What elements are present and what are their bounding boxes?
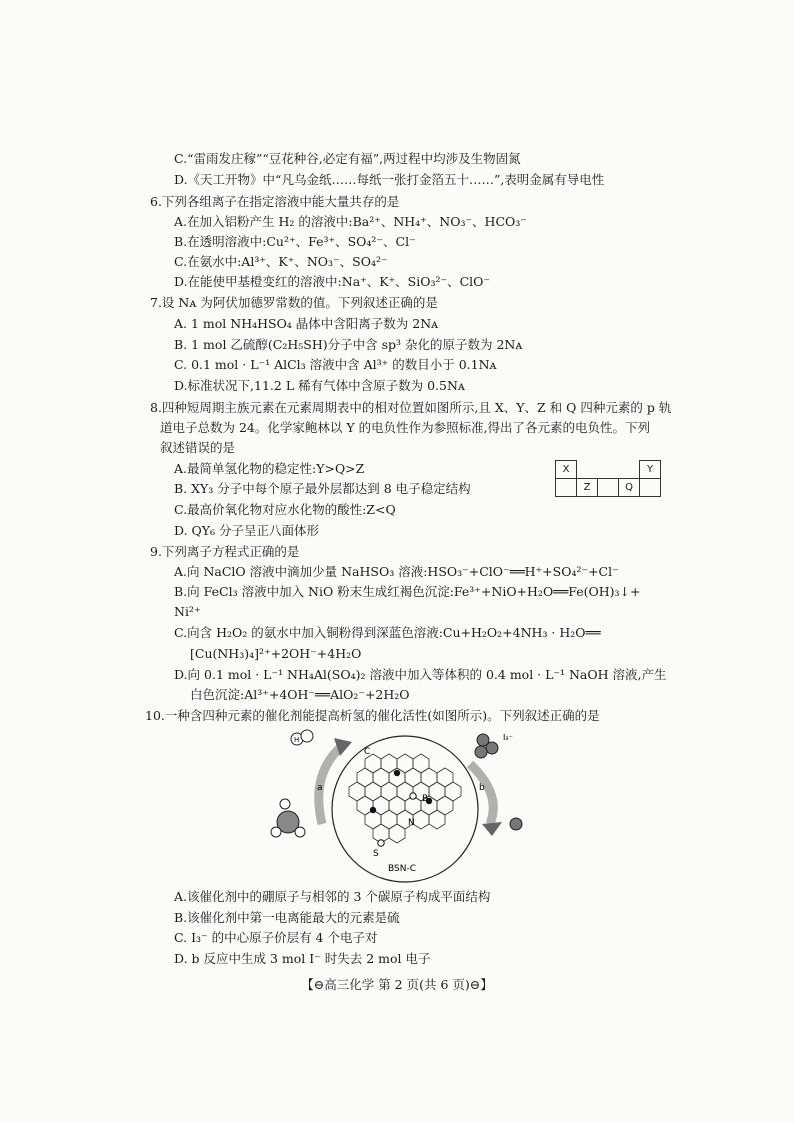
- sulfur-label: S: [373, 849, 379, 859]
- arrow-b-head: [482, 822, 502, 836]
- q8-stem-line2: 道电子总数为 24。化学家鲍林以 Y 的电负性作为参照标准,得出了各元素的电负性。下列: [160, 420, 651, 435]
- hydrogen-atom: [295, 827, 305, 837]
- nitrogen-atom: [410, 793, 416, 799]
- carbon-label: C: [364, 747, 371, 757]
- q10-option-b: B.该催化剂中第一电离能最大的元素是硫: [174, 910, 400, 925]
- triiodide-label: I₃⁻: [503, 733, 513, 742]
- q10-option-d: D. b 反应中生成 3 mol I⁻ 时失去 2 mol 电子: [174, 951, 431, 966]
- q9-option-d-line1: D.向 0.1 mol · L⁻¹ NH₄Al(SO₄)₂ 溶液中加入等体积的 0.4 mol · L⁻¹ NaOH 溶液,产生: [174, 667, 667, 682]
- hydrogen-atom: [280, 799, 290, 809]
- q9-stem: 9.下列离子方程式正确的是: [150, 544, 300, 559]
- h-label: H: [294, 736, 300, 744]
- q7-option-d: D.标准状况下,11.2 L 稀有气体中含原子数为 0.5Nᴀ: [174, 378, 465, 393]
- q6-option-a: A.在加入铝粉产生 H₂ 的溶液中:Ba²⁺、NH₄⁺、NO₃⁻、HCO₃⁻: [174, 214, 527, 229]
- cell-q: Q: [619, 479, 640, 497]
- q8-option-c: C.最高价氧化物对应水化物的酸性:Z<Q: [174, 502, 396, 517]
- boron-label: B: [422, 794, 429, 804]
- cell-x: X: [556, 461, 577, 479]
- q7-stem: 7.设 Nᴀ 为阿伏加德罗常数的值。下列叙述正确的是: [150, 295, 438, 310]
- cell-z: Z: [577, 479, 598, 497]
- q9-option-d-line2: 白色沉淀:Al³⁺+4OH⁻══AlO₂⁻+2H₂O: [190, 687, 410, 702]
- q6-option-d: D.在能使甲基橙变红的溶液中:Na⁺、K⁺、SiO₃²⁻、ClO⁻: [174, 274, 491, 289]
- arrow-a-label: a: [317, 783, 323, 793]
- arrow-b-label: b: [479, 783, 485, 793]
- cell-empty: [556, 479, 577, 497]
- hydrogen-atom: [301, 730, 313, 742]
- q5-option-c: C.“雷雨发庄稼”“豆花种谷,必定有福”,两过程中均涉及生物固氮: [174, 151, 521, 166]
- q9-option-a: A.向 NaClO 溶液中滴加少量 NaHSO₃ 溶液:HSO₃⁻+ClO⁻══H⁺+SO₄²⁻+Cl⁻: [174, 564, 619, 579]
- graphene-lattice: [349, 754, 461, 843]
- arrow-b: [470, 764, 493, 824]
- q10-option-c: C. I₃⁻ 的中心原子价层有 4 个电子对: [174, 930, 378, 945]
- q9-option-c-line2: [Cu(NH₃)₄]²⁺+2OH⁻+4H₂O: [190, 646, 362, 661]
- cell-empty: [640, 479, 661, 497]
- q8-option-d: D. QY₆ 分子呈正八面体形: [174, 523, 320, 538]
- heteroatom-dot: [394, 770, 400, 776]
- nitrogen-label: N: [408, 818, 415, 828]
- q10-option-a: A.该催化剂中的硼原子与相邻的 3 个碳原子构成平面结构: [174, 889, 491, 904]
- periodic-table-fragment: [555, 460, 661, 497]
- q7-option-a: A. 1 mol NH₄HSO₄ 晶体中含阳离子数为 2Nᴀ: [174, 316, 439, 331]
- q7-option-c: C. 0.1 mol · L⁻¹ AlCl₃ 溶液中含 Al³⁺ 的数目小于 0.1Nᴀ: [174, 357, 497, 372]
- q8-option-b: B. XY₃ 分子中每个原子最外层都达到 8 电子稳定结构: [174, 481, 471, 496]
- cell-y: Y: [640, 461, 661, 479]
- q10-stem: 10.一种含四种元素的催化剂能提高析氢的催化活性(如图所示)。下列叙述正确的是: [145, 708, 600, 723]
- page-footer: 【⊖高三化学 第 2 页(共 6 页)⊖】: [301, 977, 493, 992]
- q7-option-b: B. 1 mol 乙硫醇(C₂H₅SH)分子中含 sp³ 杂化的原子数为 2Nᴀ: [174, 337, 523, 352]
- q8-stem-line3: 叙述错误的是: [160, 440, 236, 455]
- q8-option-a: A.最简单氢化物的稳定性:Y>Q>Z: [174, 461, 365, 476]
- q6-stem: 6.下列各组离子在指定溶液中能大量共存的是: [150, 194, 400, 209]
- catalyst-diagram: [270, 724, 540, 884]
- q6-option-c: C.在氨水中:Al³⁺、K⁺、NO₃⁻、SO₄²⁻: [174, 254, 388, 269]
- hydrogen-atom: [271, 827, 281, 837]
- q5-option-d: D.《天工开物》中“凡乌金纸……每纸一张打金箔五十……”,表明金属有导电性: [174, 172, 605, 187]
- q9-option-b-line1: B.向 FeCl₃ 溶液中加入 NiO 粉末生成红褐色沉淀:Fe³⁺+NiO+H₂O══Fe(OH)₃↓+: [174, 584, 641, 599]
- q9-option-c-line1: C.向含 H₂O₂ 的氨水中加入铜粉得到深蓝色溶液:Cu+H₂O₂+4NH₃ · H₂O══: [174, 625, 601, 640]
- q6-option-b: B.在透明溶液中:Cu²⁺、Fe³⁺、SO₄²⁻、Cl⁻: [174, 234, 416, 249]
- cell-empty: [598, 479, 619, 497]
- heteroatom-dot: [370, 807, 376, 813]
- sulfur-atom: [378, 840, 384, 846]
- q8-stem-line1: 8.四种短周期主族元素在元素周期表中的相对位置如图所示,且 X、Y、Z 和 Q 四种元素的 p 轨: [150, 400, 672, 415]
- iodine-atom: [486, 742, 498, 754]
- iodine-atom: [475, 746, 487, 758]
- catalyst-label: BSN-C: [388, 864, 416, 874]
- q9-option-b-line2: Ni²⁺: [174, 604, 201, 619]
- iodide-ion: [510, 818, 522, 830]
